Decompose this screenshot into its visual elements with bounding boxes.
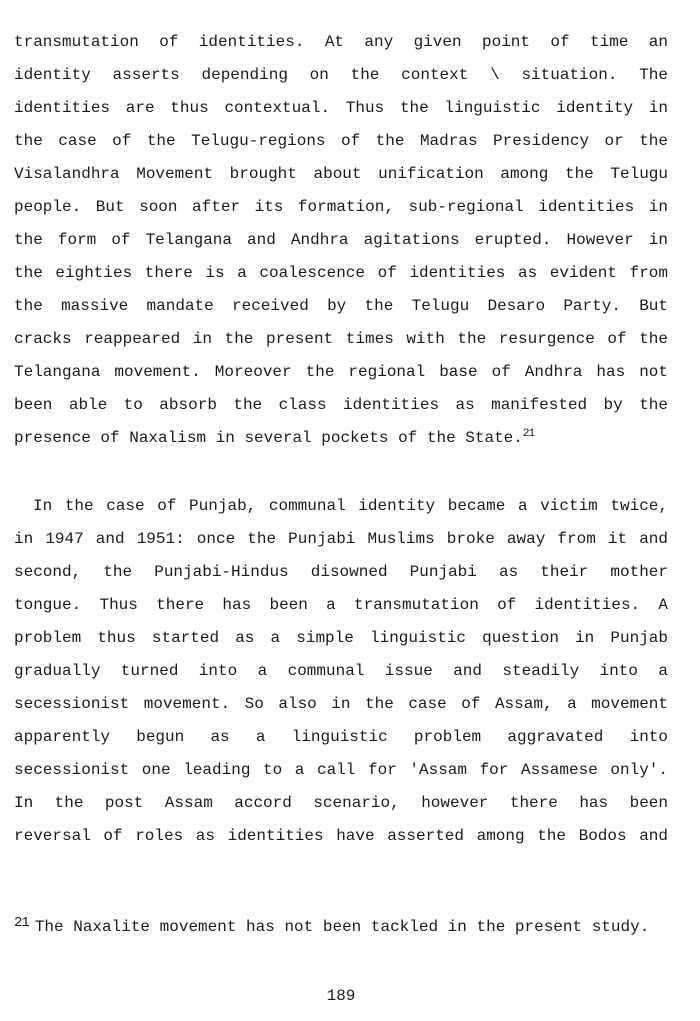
paragraph-last-line-text: presence of Naxalism in several pockets of the State. <box>14 429 523 447</box>
footnote-reference-21: 21 <box>522 428 535 440</box>
text-line: in 1947 and 1951: once the Punjabi Muslims broke away from it and <box>14 530 668 548</box>
text-line: secessionist one leading to a call for 'Assam for Assamese only'. <box>14 761 668 779</box>
text-line: Telangana movement. Moreover the regional base of Andhra has not <box>14 363 668 381</box>
text-line: transmutation of identities. At any given point of time an <box>14 33 668 51</box>
footnote-text: The Naxalite movement has not been tackled in the present study. <box>34 918 650 936</box>
text-line: second, the Punjabi-Hindus disowned Punjabi as their mother <box>14 563 668 581</box>
page-number: 189 <box>326 987 356 1005</box>
text-line: reversal of roles as identities have asserted among the Bodos and <box>14 827 668 845</box>
paragraph-identities <box>14 26 668 455</box>
text-line: tongue. Thus there has been a transmutation of identities. A <box>14 596 668 614</box>
text-line: people. But soon after its formation, sub-regional identities in <box>14 198 668 216</box>
text-line: Visalandhra Movement brought about unification among the Telugu <box>14 165 668 183</box>
text-line: the eighties there is a coalescence of identities as evident from <box>14 264 668 282</box>
text-line: In the case of Punjab, communal identity became a victim twice, <box>33 497 668 515</box>
text-line <box>14 422 668 455</box>
text-line: problem thus started as a simple linguistic question in Punjab <box>14 629 668 647</box>
footnote <box>14 911 668 944</box>
text-line: gradually turned into a communal issue and steadily into a <box>14 662 668 680</box>
footnote-marker: 21 <box>14 915 29 931</box>
text-line: the case of the Telugu-regions of the Madras Presidency or the <box>14 132 668 150</box>
text-line: In the post Assam accord scenario, however there has been <box>14 794 668 812</box>
text-line: cracks reappeared in the present times with the resurgence of the <box>14 330 668 348</box>
text-line: identities are thus contextual. Thus the linguistic identity in <box>14 99 668 117</box>
text-line: been able to absorb the class identities as manifested by the <box>14 396 668 414</box>
text-line: identity asserts depending on the context \ situation. The <box>14 66 668 84</box>
text-line: secessionist movement. So also in the case of Assam, a movement <box>14 695 668 713</box>
text-line: apparently begun as a linguistic problem aggravated into <box>14 728 668 746</box>
text-line: the form of Telangana and Andhra agitations erupted. However in <box>14 231 668 249</box>
paragraph-punjab-assam <box>14 490 668 853</box>
text-line: the massive mandate received by the Telugu Desaro Party. But <box>14 297 668 315</box>
